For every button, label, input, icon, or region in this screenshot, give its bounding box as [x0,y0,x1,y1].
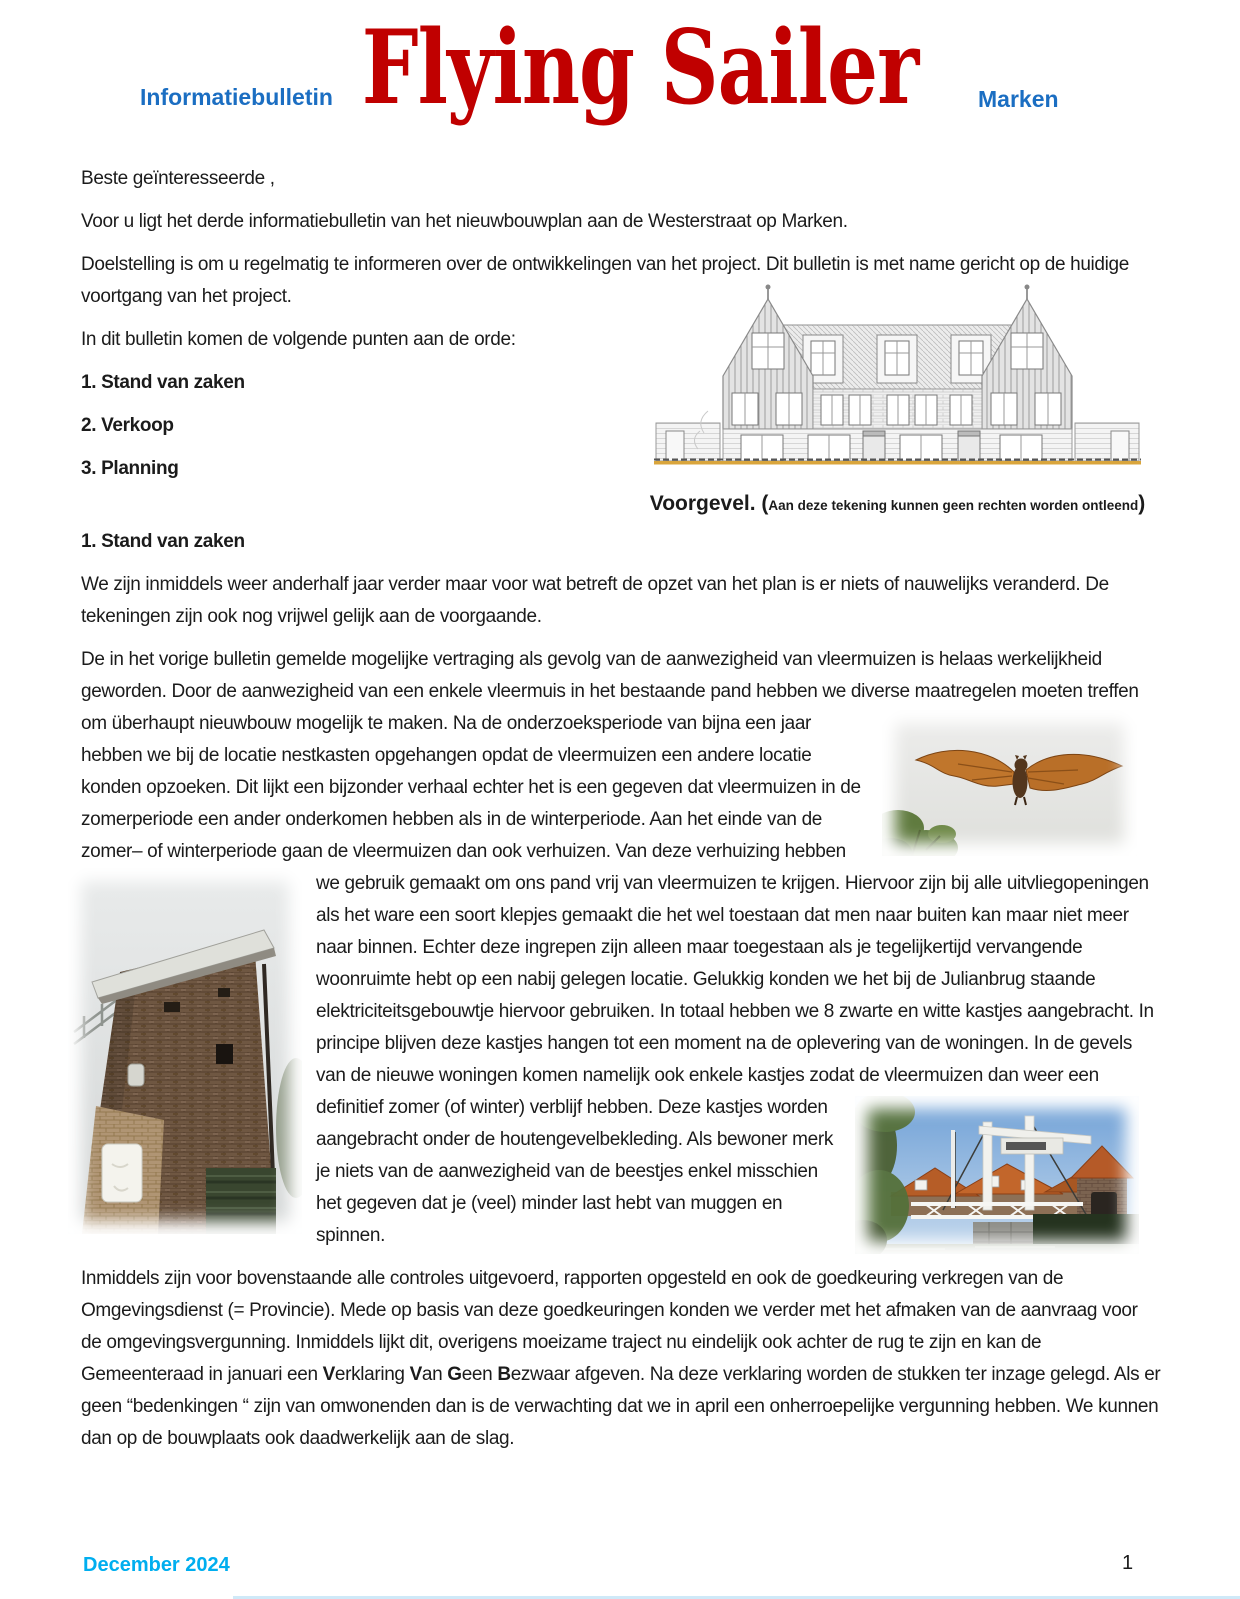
vvgb-term-2 [410,1364,448,1385]
brick-tower-bat-boxes-photo [68,868,302,1234]
caption-paren-close: ) [1138,492,1146,515]
vvgb-rest-3: een [461,1364,498,1385]
flying-bat-photo [882,710,1137,856]
vvgb-initial-3: G [447,1364,462,1385]
bats-text-1: De in het vorige bulletin gemelde mogelijke vertraging als gevolg van de aanwezigheid van vleermuizen is helaas werkelijkheid geworden. Door de aanwezigheid van een enkele vleermuis in het bestaande pand hebben we diverse maatregelen moeten treffen om überhaupt nieuwbouw mogelijk te maken. Na de onderzoeksperiode van bijna een [81,649,1139,734]
bats-text-3: we gebruik gemaakt om ons pand vrij van vleermuizen te krijgen. Hiervoor zijn bij alle uitvliegopeningen als het ware een soort klepjes gemaakt die het wel toestaan dat men naar buiten kan maar niet meer naar binnen. Echter deze ingrepen zijn alleen maar toegestaan als je tegelijkertijd vervangende woonruimte hebt op een nabij gelegen locatie. Gelukkig konden we het bij de Julianbrug staande elektriciteitsgebouwtje hiervoor gebruiken. In totaal hebben we 8 zwarte en witte kastjes aangebracht. In principe blijven deze kastjes hangen tot een moment na de oplevering van de woningen. In de gevels van de nieuwe woningen komen namelijk ook enkele kastjes zodat de [316,873,1154,1086]
intro-paragraph-1: Voor u ligt het derde informatiebulletin van het nieuwbouwplan aan de Westerstraat op Marken. [81,211,848,232]
vvgb-term-3 [447,1364,497,1385]
permit-text-2: afgeven. Na deze verklaring worden de stukken ter inzage gelegd. Als er geen “bedenkingen “ zijn van omwonenden dan is de verwachting dat we in april een onherroepelijke vergunning hebben. We kunnen dan op de bouwplaats ook daadwerkelijk aan de slag. [81,1364,1161,1449]
caption-paren-open: ( [761,492,769,515]
vvgb-rest-1: erklaring [334,1364,410,1385]
agenda-item-planning: 3. Planning [81,458,179,479]
vvgb-initial-2: V [409,1364,422,1385]
bats-text-2: jaar hebben we bij de locatie nestkasten opgehangen opdat de vleermuizen een andere locatie konden opzoeken. Dit lijkt een bijzonder verhaal echter het is een gegeven dat vleermuizen in de zomerperiode een ander onderkomen hebben als in de winterperiode. Aan het einde van de zomer– of winterperiode gaan de vleermuizen dan ook verhuizen. Van deze verhuizing hebben [81,713,861,862]
vvgb-term-4 [497,1364,570,1385]
page-number: 1 [1122,1552,1134,1574]
vvgb-initial-4: B [497,1364,511,1385]
footer-date: December 2024 [83,1554,230,1576]
bats-text-4: vleermuizen dan weer een definitief zomer (of winter) verblijf hebben. Deze kastjes worden aangebracht onder de houtengevelbekleding. Als bewoner merk je niets van de aanwezigheid van de beestjes enkel misschien het gegeven dat je (veel) minder last hebt van muggen en spinnen. [316,1065,1099,1246]
caption-note: Aan deze tekening kunnen geen rechten worden ontleend [768,498,1139,513]
agenda-item-stand-van-zaken: 1. Stand van zaken [81,372,245,393]
julianabrug-drawbridge-photo [855,1096,1139,1254]
salutation: Beste geïnteresseerde , [81,168,275,189]
location-label: Marken [978,86,1059,112]
permit-text-1: Inmiddels zijn voor bovenstaande alle controles uitgevoerd, rapporten opgesteld en ook de goedkeuring verkregen van de Omgevingsdienst (= Provincie). Mede op basis van deze goedkeuringen konden we verder met het afmaken van de aanvraag voor de omgevingsvergunning. Inmiddels lijkt dit, overigens moeizame traject nu eindelijk ook achter de rug te zijn en kan de Gemeenteraad in januari een [81,1268,1138,1385]
agenda-item-verkoop: 2. Verkoop [81,415,174,436]
newsletter-title: Flying Sailer [361,7,919,128]
permit-paragraph [81,1263,1161,1455]
status-paragraph: We zijn inmiddels weer anderhalf jaar verder maar voor wat betreft de opzet van het plan is er niets of nauwelijks veranderd. De tekeningen zijn ook nog vrijwel gelijk aan de voorgaande. [81,574,1109,627]
caption-title: Voorgevel. [649,492,762,515]
bulletin-type-label: Informatiebulletin [140,84,333,110]
section-heading-stand-van-zaken: 1. Stand van zaken [81,531,245,552]
vvgb-initial-1: V [322,1364,335,1385]
vvgb-rest-2: an [421,1364,448,1385]
body-content [81,163,1161,1466]
bats-paragraph [81,644,1161,1252]
agenda-intro: In dit bulletin komen de volgende punten aan de orde: [81,329,516,350]
vvgb-term-1 [323,1364,410,1385]
intro-paragraph-2: Doelstelling is om u regelmatig te informeren over de ontwikkelingen van het project. Dit bulletin is met name gericht op de huidige voortgang van het project. [81,254,1129,307]
vvgb-rest-4: ezwaar [510,1364,570,1385]
